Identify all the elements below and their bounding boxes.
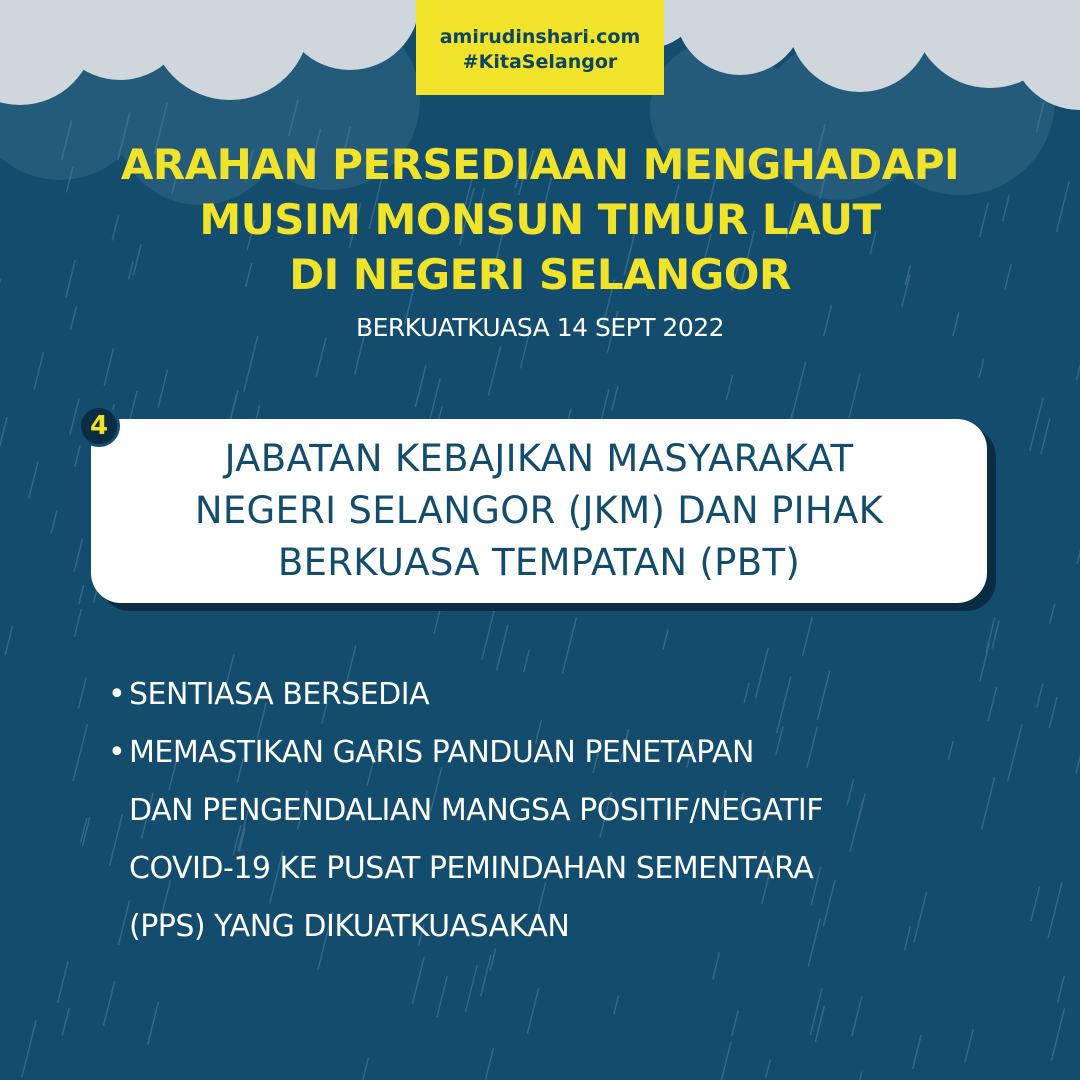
bullet-text: MEMASTIKAN GARIS PANDUAN PENETAPAN: [129, 735, 754, 770]
bullet-text: COVID-19 KE PUSAT PEMINDAHAN SEMENTARA: [129, 851, 814, 886]
effective-date: BERKUATKUASA 14 SEPT 2022: [355, 313, 725, 342]
bullet-text: DAN PENGENDALIAN MANGSA POSITIF/NEGATIF: [129, 793, 824, 828]
bullet-text: SENTIASA BERSEDIA: [129, 677, 430, 712]
heading-line-2: NEGERI SELANGOR (JKM) DAN PIHAK: [194, 489, 884, 532]
section-heading-card: [91, 419, 987, 603]
title-line-1: ARAHAN PERSEDIAAN MENGHADAPI: [120, 140, 960, 189]
heading-line-3: BERKUASA TEMPATAN (PBT): [277, 541, 801, 584]
list-item: [108, 724, 1028, 956]
bullet-text: (PPS) YANG DIKUATKUASAKAN: [129, 909, 570, 944]
list-item: [108, 666, 1028, 724]
hashtag-label: #KitaSelangor: [462, 50, 618, 73]
website-hashtag-badge: [416, 0, 664, 95]
title-line-2: MUSIM MONSUN TIMUR LAUT: [199, 195, 881, 244]
bullet-marker: •: [108, 677, 126, 712]
title-line-3: DI NEGERI SELANGOR: [289, 250, 791, 299]
page-title: [0, 137, 1080, 302]
section-number-badge: 4: [78, 405, 120, 447]
website-label: amirudinshari.com: [439, 25, 641, 48]
heading-line-1: JABATAN KEBAJIKAN MASYARAKAT: [224, 437, 854, 480]
bullet-list: [108, 666, 1028, 956]
bullet-marker: •: [108, 735, 126, 770]
